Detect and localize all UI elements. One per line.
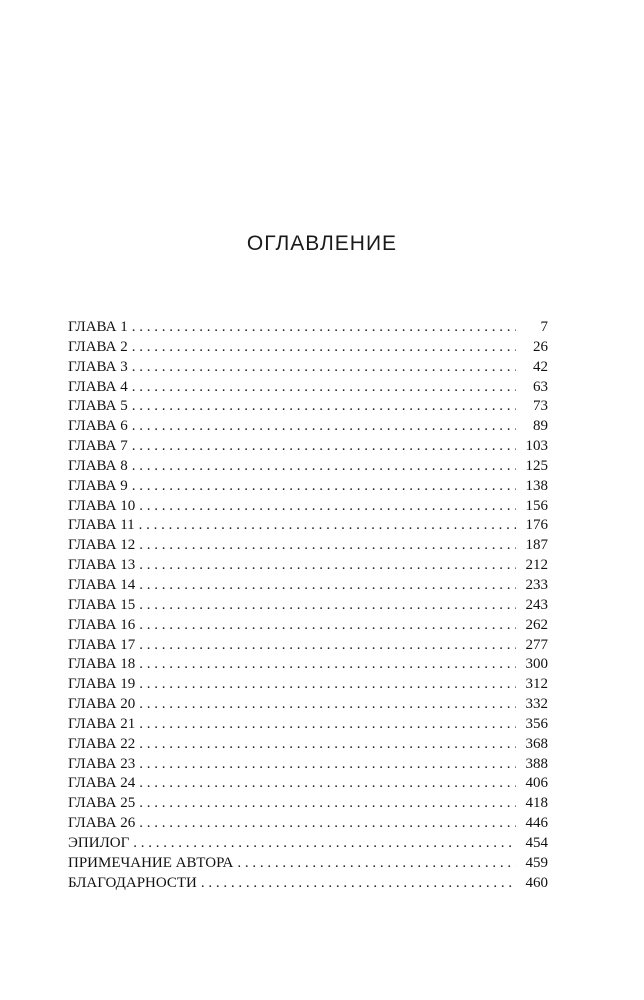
- toc-dot-leader: [132, 477, 516, 497]
- toc-entry-page-number: 446: [525, 815, 548, 832]
- toc-entry-page-number: 233: [525, 576, 548, 593]
- toc-entry[interactable]: [68, 378, 548, 398]
- toc-entry-label: ГЛАВА 4: [68, 378, 128, 395]
- toc-entry-label: ГЛАВА 2: [68, 338, 128, 355]
- toc-entry-label: ГЛАВА 23: [68, 755, 136, 772]
- toc-entry-page-number: 454: [525, 834, 548, 851]
- toc-entry[interactable]: [68, 874, 548, 894]
- toc-entry[interactable]: [68, 417, 548, 437]
- toc-entry-label: ЭПИЛОГ: [68, 834, 130, 851]
- toc-dot-leader: [139, 794, 516, 814]
- toc-entry-page-number: 388: [525, 755, 548, 772]
- toc-entry[interactable]: [68, 854, 548, 874]
- toc-entry-label: ГЛАВА 9: [68, 477, 128, 494]
- toc-entry[interactable]: [68, 556, 548, 576]
- toc-entry-label: ГЛАВА 15: [68, 596, 136, 613]
- toc-entry-page-number: 125: [525, 457, 548, 474]
- toc-entry-page-number: 262: [525, 616, 548, 633]
- toc-entry-label: ГЛАВА 5: [68, 398, 128, 415]
- toc-entry[interactable]: [68, 437, 548, 457]
- toc-entry-label: ГЛАВА 12: [68, 537, 136, 554]
- toc-dot-leader: [201, 874, 516, 894]
- toc-entry-page-number: 418: [525, 795, 548, 812]
- toc-entry-page-number: 103: [525, 438, 548, 455]
- toc-entry[interactable]: [68, 318, 548, 338]
- toc-entry-page-number: 212: [525, 557, 548, 574]
- toc-dot-leader: [132, 378, 516, 398]
- toc-entry-label: ГЛАВА 20: [68, 696, 136, 713]
- toc-entry[interactable]: [68, 814, 548, 834]
- toc-entry-label: ГЛАВА 1: [68, 319, 128, 335]
- toc-entry[interactable]: [68, 397, 548, 417]
- toc-dot-leader: [132, 437, 516, 457]
- toc-dot-leader: [139, 675, 516, 695]
- toc-entry-page-number: 7: [540, 319, 548, 335]
- toc-entry-label: ГЛАВА 8: [68, 457, 128, 474]
- toc-entry-page-number: 73: [533, 398, 548, 415]
- toc-entry[interactable]: [68, 636, 548, 656]
- toc-dot-leader: [132, 358, 516, 378]
- toc-dot-leader: [139, 576, 516, 596]
- toc-dot-leader: [139, 655, 516, 675]
- toc-entry-label: ГЛАВА 22: [68, 735, 136, 752]
- toc-entry-page-number: 332: [525, 696, 548, 713]
- toc-entry[interactable]: [68, 675, 548, 695]
- toc-dot-leader: [139, 695, 516, 715]
- toc-dot-leader: [132, 318, 516, 338]
- toc-dot-leader: [133, 834, 516, 854]
- toc-entry-page-number: 187: [525, 537, 548, 554]
- toc-dot-leader: [139, 556, 516, 576]
- toc-entry-label: ГЛАВА 14: [68, 576, 136, 593]
- toc-entry-page-number: 356: [525, 715, 548, 732]
- toc-dot-leader: [132, 457, 516, 477]
- toc-entry-label: ГЛАВА 11: [68, 517, 135, 534]
- toc-entry-label: ГЛАВА 13: [68, 557, 136, 574]
- toc-entry-page-number: 138: [525, 477, 548, 494]
- toc-entry-label: ГЛАВА 18: [68, 656, 136, 673]
- toc-entry[interactable]: [68, 655, 548, 675]
- toc-entry-label: ГЛАВА 17: [68, 636, 136, 653]
- toc-entry[interactable]: [68, 735, 548, 755]
- toc-dot-leader: [237, 854, 516, 874]
- toc-entry-label: ГЛАВА 6: [68, 418, 128, 435]
- page-title: ОГЛАВЛЕНИЕ: [246, 232, 398, 255]
- toc-entry-label: ГЛАВА 26: [68, 815, 136, 832]
- toc-dot-leader: [139, 715, 516, 735]
- toc-dot-leader: [139, 636, 516, 656]
- toc-entry[interactable]: [68, 457, 548, 477]
- toc-entry-label: ГЛАВА 19: [68, 676, 136, 693]
- toc-dot-leader: [139, 516, 516, 536]
- toc-entry[interactable]: [68, 774, 548, 794]
- toc-entry[interactable]: [68, 497, 548, 517]
- toc-entry-page-number: 459: [525, 854, 548, 871]
- toc-entry-label: ГЛАВА 10: [68, 497, 136, 514]
- toc-entry-page-number: 300: [525, 656, 548, 673]
- toc-entry-label: ГЛАВА 24: [68, 775, 136, 792]
- toc-entry-page-number: 26: [533, 338, 548, 355]
- toc-dot-leader: [139, 616, 516, 636]
- toc-entry[interactable]: [68, 338, 548, 358]
- toc-entry[interactable]: [68, 477, 548, 497]
- toc-entry-page-number: 312: [525, 676, 548, 693]
- toc-dot-leader: [132, 417, 516, 437]
- toc-entry-page-number: 176: [525, 517, 548, 534]
- toc-entry-page-number: 42: [533, 358, 548, 375]
- toc-dot-leader: [132, 338, 516, 358]
- toc-entry[interactable]: [68, 755, 548, 775]
- toc-entry-page-number: 460: [525, 874, 548, 891]
- toc-entry-page-number: 243: [525, 596, 548, 613]
- toc-entry-label: ПРИМЕЧАНИЕ АВТОРА: [68, 854, 234, 871]
- table-of-contents: [68, 318, 548, 893]
- toc-entry[interactable]: [68, 715, 548, 735]
- toc-entry-page-number: 368: [525, 735, 548, 752]
- toc-entry-label: БЛАГОДАРНОСТИ: [68, 874, 197, 891]
- toc-dot-leader: [139, 536, 516, 556]
- toc-entry-label: ГЛАВА 25: [68, 795, 136, 812]
- toc-entry[interactable]: [68, 834, 548, 854]
- toc-dot-leader: [139, 596, 516, 616]
- toc-entry[interactable]: [68, 516, 548, 536]
- toc-entry-page-number: 156: [525, 497, 548, 514]
- toc-dot-leader: [139, 497, 516, 517]
- toc-entry-page-number: 89: [533, 418, 548, 435]
- toc-entry[interactable]: [68, 616, 548, 636]
- toc-dot-leader: [139, 735, 516, 755]
- toc-entry-page-number: 277: [525, 636, 548, 653]
- toc-entry[interactable]: [68, 358, 548, 378]
- toc-entry-page-number: 63: [533, 378, 548, 395]
- toc-dot-leader: [139, 755, 516, 775]
- toc-dot-leader: [139, 814, 516, 834]
- toc-dot-leader: [132, 397, 516, 417]
- toc-entry-label: ГЛАВА 3: [68, 358, 128, 375]
- toc-entry-page-number: 406: [525, 775, 548, 792]
- toc-entry-label: ГЛАВА 21: [68, 715, 136, 732]
- toc-entry[interactable]: [68, 794, 548, 814]
- toc-entry[interactable]: [68, 695, 548, 715]
- toc-entry-label: ГЛАВА 7: [68, 438, 128, 455]
- toc-entry-label: ГЛАВА 16: [68, 616, 136, 633]
- toc-dot-leader: [139, 774, 516, 794]
- toc-entry[interactable]: [68, 576, 548, 596]
- toc-entry[interactable]: [68, 536, 548, 556]
- toc-entry[interactable]: [68, 596, 548, 616]
